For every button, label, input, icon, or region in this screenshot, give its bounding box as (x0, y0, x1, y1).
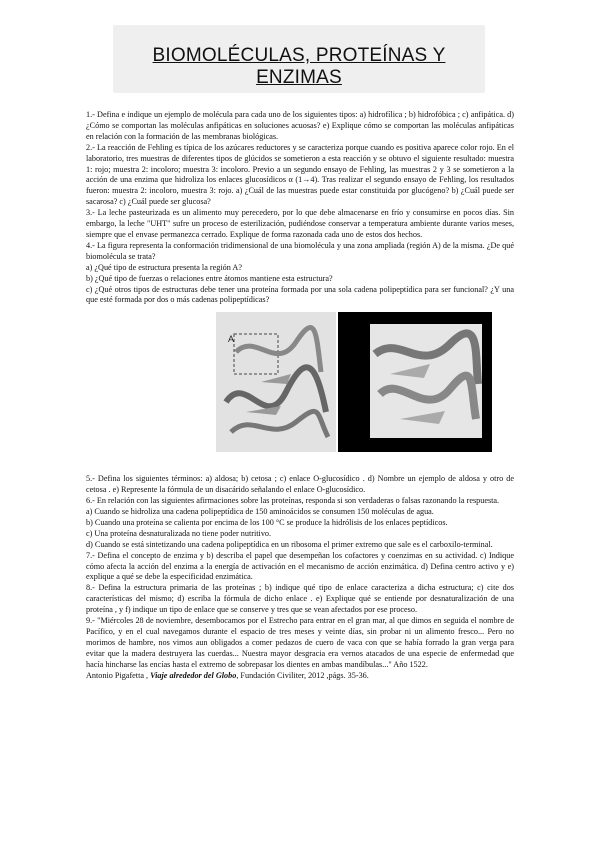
question-6: 6.- En relación con las siguientes afirmaciones sobre las proteínas, responda si son verdaderas o falsas razonando la respuesta. (86, 496, 500, 506)
question-5: 5.- Defina los siguientes términos: a) aldosa; b) cetosa ; c) enlace O-glucosídico . d) Nombre un ejemplo de aldosa y otro de cetosa . e) Represente la fórmula de un disacárido señalando el enlace O-glucosídico. (86, 474, 514, 495)
attribution-author: Antonio Pigafetta , (86, 670, 149, 680)
question-6b: b) Cuando una proteína se calienta por encima de los 100 °C se produce la hidrólisis de los enlaces peptídicos. (86, 517, 448, 527)
attribution (86, 671, 514, 682)
question-8: 8.- Defina la estructura primaria de las proteínas ; b) indique qué tipo de enlace caracteriza a dicha estructura; c) cite dos características del mismo; d) escriba la fórmula de dicho enlace . e) Explique qué se entiende por desnaturalización de una proteína , y f) indique un tipo de enlace que se conserve y tres que se vean afectados por ese proceso. (86, 583, 514, 615)
figure-divider (338, 312, 358, 452)
attribution-book: Viaje alrededor del Globo (150, 670, 237, 680)
zoomed-region-image (370, 324, 482, 438)
question-4b: b) ¿Qué tipo de fuerzas o relaciones entre átomos mantiene esta estructura? (86, 273, 333, 283)
question-7: 7.- Defina el concepto de enzima y b) describa el papel que desempeñan los cofactores y coenzimas en su actividad. c) Indique cómo afecta la acción del enzima a la energía de activación en el mecanismo de acción enzimática. d) Defina centro activo y e) explique a qué se debe la especificidad enzimática. (86, 550, 514, 582)
protein-structure-image (216, 312, 336, 452)
protein-ribbon-drawing (216, 312, 336, 452)
question-4: 4.- La figura representa la conformación tridimensional de una biomolécula y una zona ampliada (región A) de la misma. ¿De qué biomolécula se trata? (86, 240, 514, 261)
question-1: 1.- Defina e indique un ejemplo de molécula para cada uno de los siguientes tipos: a) hidrofílica ; b) hidrofóbica ; c) anfipática. d) ¿Cómo se comportan las moléculas anfipáticas en soluciones acuosas? e) Explique cómo se comportan las moléculas anfipáticas en relación con la formación de las membranas biológicas. (86, 110, 514, 141)
question-6d: d) Cuando se está sintetizando una cadena polipeptídica en un ribosoma el primer extremo que sale es el carboxilo-terminal. (86, 539, 493, 549)
question-6c: c) Una proteína desnaturalizada no tiene poder nutritivo. (86, 528, 272, 538)
question-6a: a) Cuando se hidroliza una cadena polipeptídica de 150 aminoácidos se consumen 150 moléculas de agua. (86, 507, 434, 517)
zoomed-ribbon-drawing (370, 324, 482, 438)
region-a-label: A (228, 334, 235, 345)
question-3: 3.- La leche pasteurizada es un alimento muy perecedero, por lo que debe almacenarse en frío y consumirse en pocos días. Sin embargo, la leche "UHT" sufre un proceso de esterilización, pudiéndose conservar a temperatura ambiente durante varios meses, siempre que el envase permanezca cerrado. Explique de forma razonada cada uno de estos dos hechos. (86, 208, 514, 239)
question-2: 2.- La reacción de Fehling es típica de los azúcares reductores y se caracteriza porque cuando es positiva aparece color rojo. En el laboratorio, tres muestras de diferentes tipos de glúcidos se sometieron a esta reacción y se obtuvo el siguiente resultado: muestra 1: rojo; muestra 2: incoloro; muestra 3: incoloro. Previo a un segundo ensayo de Fehling, las muestras 2 y 3 se sometieron a la acción de una enzima que hidroliza los enlaces glucosídicos α (1→4). Tras realizar el segundo ensayo de Fehling, los resultados fueron: muestra 2: incoloro, muestra 3: rojo. a) ¿Cuál de las muestras puede estar constituida por glucógeno? b) ¿Cuál puede ser sacarosa? c) ¿Cuál puede ser glucosa? (86, 142, 514, 207)
question-9: 9.- "Miércoles 28 de noviembre, desembocamos por el Estrecho para entrar en el gran mar, al que dimos en seguida el nombre de Pacífico, y en el cual navegamos durante el espacio de tres meses y veinte días, sin probar ni un alimento fresco... Pero no morimos de hambre, nos vimos aun obligados a comer pedazos de cuero de vaca con que se había forrado la gran verga para evitar que la madera destruyera las cuerdas... Nuestra mayor desgracia era vernos atacados de una especie de enfermedad que hacía hincharse las encías hasta el extremo de sobrepasar los dientes en ambas mandíbulas..." Año 1522. (86, 616, 514, 669)
protein-figure (86, 312, 514, 464)
question-4a: a) ¿Qué tipo de estructura presenta la región A? (86, 262, 242, 272)
zoomed-region-frame (358, 312, 492, 452)
attribution-rest: , Fundación Civiliter, 2012 ,págs. 35-36. (236, 670, 369, 680)
page-title: BIOMOLÉCULAS, PROTEÍNAS Y ENZIMAS (152, 45, 446, 88)
worksheet-body (86, 110, 514, 682)
question-4c: c) ¿Qué otros tipos de estructuras debe tener una proteína formada por una sola cadena polipeptídica para ser funcional? ¿Y una que esté formada por dos o más cadenas polipeptídicas? (86, 284, 514, 305)
title-banner (113, 25, 485, 93)
